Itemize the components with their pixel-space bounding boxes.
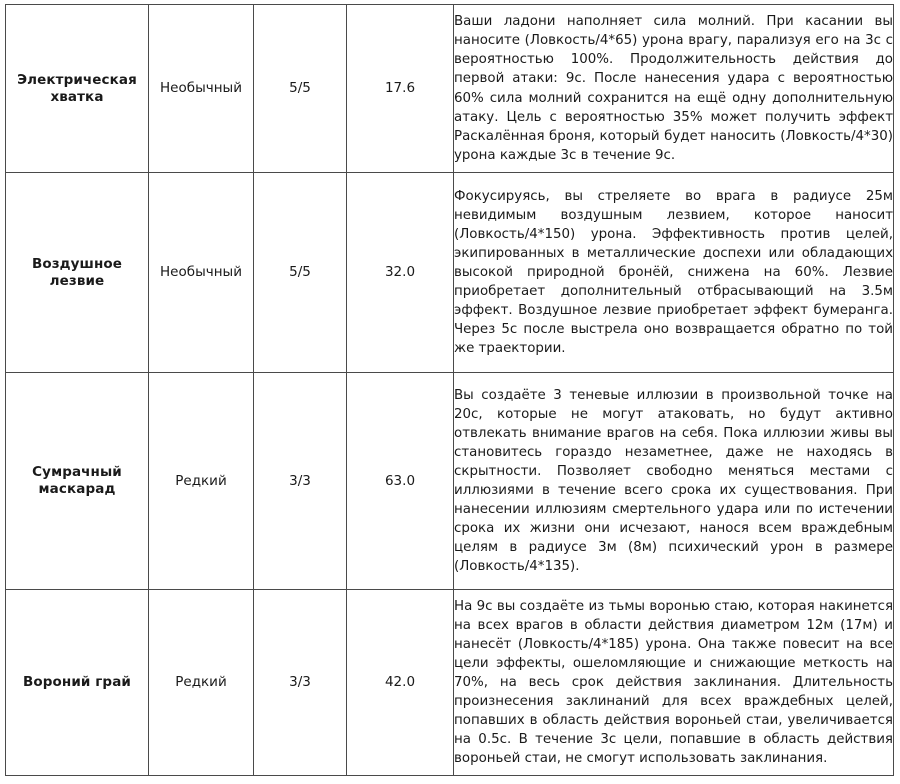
ability-cost-cell: 63.0 [347, 373, 454, 590]
ability-charges-cell: 3/3 [254, 373, 347, 590]
ability-rarity-cell: Необычный [149, 5, 254, 173]
ability-name-cell: Сумрачный маскарад [6, 373, 149, 590]
ability-description-text: Ваши ладони наполняет сила молний. При касании вы наносите (Ловкость/4*65) урона врагу, парализуя его на 3с с вероятностью 100%. Продолжительность действия до первой атаки: 9с. После нанесения удара с вероятностью 60% сила молний сохранится на ещё одну дополнительную атаку. Цель с вероятностью 35% может получить эффект Раскалённая броня, который будет наносить (Ловкость/4*30) урона каждые 3с в течение 9с. [454, 14, 893, 163]
table-row [6, 373, 894, 590]
ability-rarity-cell: Редкий [149, 373, 254, 590]
ability-description-cell [454, 173, 894, 373]
ability-name-cell: Электрическая хватка [6, 5, 149, 173]
ability-description-text: На 9с вы создаёте из тьмы воронью стаю, которая накинется на всех врагов в области действия диаметром 12м (17м) и нанесёт (Ловкость/4*185) урона. Она также повесит на все цели эффекты, ошеломляющие и снижающие меткость на 70%, на весь срок действия заклинания. Длительность произнесения заклинаний для всех враждебных целей, попавших в область действия вороньей стаи, увеличивается на 0.5с. В течение 3с цели, попавшие в область действия вороньей стаи, не смогут использовать заклинания. [454, 598, 893, 767]
ability-rarity-cell: Редкий [149, 590, 254, 776]
ability-table [5, 4, 894, 776]
ability-description-cell [454, 5, 894, 173]
ability-name-cell: Вороний грай [6, 590, 149, 776]
ability-cost-cell: 17.6 [347, 5, 454, 173]
ability-description-cell [454, 373, 894, 590]
ability-charges-cell: 3/3 [254, 590, 347, 776]
ability-charges-cell: 5/5 [254, 5, 347, 173]
ability-description-text: Вы создаёте 3 теневые иллюзии в произвольной точке на 20с, которые не могут атаковать, но будут активно отвлекать внимание врагов на себя. Пока иллюзии живы вы становитесь гораздо незаметнее, даже не находясь в скрытности. Позволяет свободно меняться местами с иллюзиями в течение всего срока их существования. При нанесении иллюзиям смертельного удара или по истечении срока их жизни они исчезают, нанося всем враждебным целям в радиусе 3м (8м) психический урон в размере (Ловкость/4*135). [454, 387, 893, 575]
table-row [6, 590, 894, 776]
table-row [6, 173, 894, 373]
ability-description-cell [454, 590, 894, 776]
ability-cost-cell: 42.0 [347, 590, 454, 776]
ability-cost-cell: 32.0 [347, 173, 454, 373]
ability-description-text: Фокусируясь, вы стреляете во врага в радиусе 25м невидимым воздушным лезвием, которое наносит (Ловкость/4*150) урона. Эффективность против целей, экипированных в металлические доспехи или обладающих высокой природной бронёй, снижена на 60%. Лезвие приобретает дополнительный отбрасывающий на 3.5м эффект. Воздушное лезвие приобретает эффект бумеранга. Через 5с после выстрела оно возвращается обратно по той же траектории. [454, 188, 893, 357]
ability-name-cell: Воздушное лезвие [6, 173, 149, 373]
ability-table-body [6, 5, 894, 776]
table-row [6, 5, 894, 173]
ability-rarity-cell: Необычный [149, 173, 254, 373]
ability-charges-cell: 5/5 [254, 173, 347, 373]
